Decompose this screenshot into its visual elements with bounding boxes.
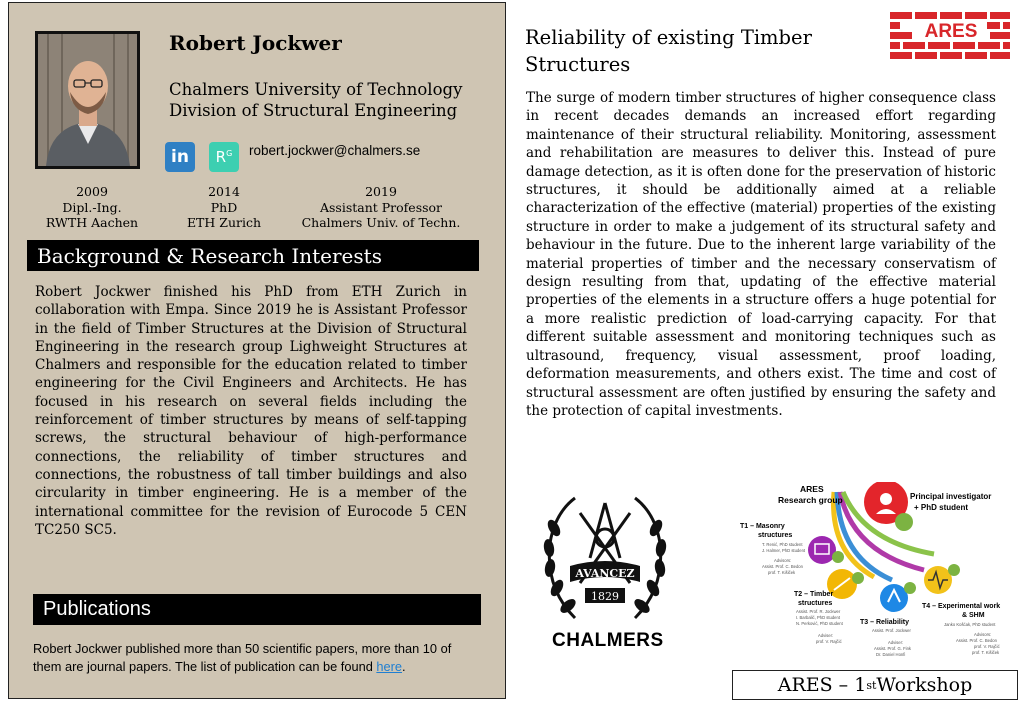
chalmers-wordmark: CHALMERS [552,630,664,651]
t1-title: T1 – Masonry [740,523,785,530]
group-title: ARES [800,484,824,494]
svg-text:Janko Košćak, PhD student: Janko Košćak, PhD student [944,622,996,627]
masonry-icon [808,536,836,564]
svg-text:Assist. Prof. R. Jockwer: Assist. Prof. R. Jockwer [796,609,841,614]
university-name: Chalmers University of Technology [169,80,463,99]
seal-motto: AVANCEZ [575,567,635,580]
svg-text:Assist. Prof. G. Fink: Assist. Prof. G. Fink [874,646,911,651]
svg-text:I. Barbalić, PhD student: I. Barbalić, PhD student [796,615,840,620]
career-item: 2014 PhD ETH Zurich [186,184,262,230]
profile-photo [35,31,140,169]
email-address[interactable]: robert.jockwer@chalmers.se [249,143,421,158]
svg-text:prof. V. Rajčić: prof. V. Rajčić [974,644,1000,649]
svg-text:J. Halmer, PhD student: J. Halmer, PhD student [762,548,806,553]
svg-text:structures: structures [798,600,833,607]
t4-title: T4 – Experimental work [922,603,1001,610]
ares-research-group-diagram [734,482,1018,666]
svg-text:N. Perković, PhD student: N. Perković, PhD student [796,621,843,626]
svg-text:prof. T. Kišiček: prof. T. Kišiček [972,650,1000,655]
t2-title: T2 – Timber [794,591,834,598]
career-item: 2009 Dipl.-Ing. RWTH Aachen [45,184,139,230]
svg-text:Adviser:: Adviser: [888,640,904,645]
svg-text:T. Renić, PhD student: T. Renić, PhD student [762,542,803,547]
pi-label: Principal investigator [910,492,992,501]
svg-text:+ PhD student: + PhD student [914,503,969,512]
affiliation [169,79,462,121]
ares-logo-text: ARES [924,21,978,42]
talk-title: Reliability of existing Timber Structures [525,26,812,76]
chalmers-seal [540,488,670,628]
linkedin-icon[interactable]: in [165,142,195,172]
seal-year: 1829 [591,590,619,603]
publications-heading: Publications [33,594,481,625]
researchgate-icon[interactable]: R $^G$ [209,142,239,172]
career-item: 2019 Assistant Professor Chalmers Univ. of Techn. [301,184,461,230]
svg-text:& SHM: & SHM [962,612,985,619]
svg-text:Assist. Prof. C. Bedon: Assist. Prof. C. Bedon [762,564,803,569]
publications-link[interactable]: here [376,659,402,674]
person-name: Robert Jockwer [169,31,342,55]
abstract-text: The surge of modern timber structures of higher consequence class in recent decades demands an increased effort regarding maintenance of their structural reliability. Monitoring, assessment and rehabilitation are measures to deliver this. Instead of pure damage detection, as it is often done for the preservation of historic structures, it should be additionally aimed at a reliable characterization of the effective (material) properties of the existing structure in order to make a judgement of its structural safety and behaviour in the future. Due to the inherent large variability of the material properties of timber and the necessary conservatism of design resulting from that, updating of the effective material properties of the elements in a structure offers a huge potential for a more realistic prediction of load-carrying capacity. For that different suitable assessment and monitoring techniques such as ultrasound, frequency, visual assessment, proof loading, deformation measurements, and others exist. The time and cost of structural assessment are often justified by ensuring the safety and the protection of capital investments. [526,90,996,419]
svg-text:prof. T. Kišiček: prof. T. Kišiček [768,570,796,575]
svg-text:Research group: Research group [778,495,843,505]
ares-logo [890,12,1010,64]
svg-text:Advisors:: Advisors: [774,558,792,563]
background-heading: Background & Research Interests [27,240,479,271]
workshop-label: ARES – 1 st Workshop [732,670,1018,700]
svg-text:prof. V. Rajčić: prof. V. Rajčić [816,639,842,644]
svg-text:Assist. Prof. Jockwer: Assist. Prof. Jockwer [872,628,911,633]
t3-title: T3 – Reliability [860,619,910,626]
svg-text:Adviser:: Adviser: [818,633,834,638]
svg-text:Assist. Prof. C. Bedon: Assist. Prof. C. Bedon [956,638,997,643]
svg-text:Advisors:: Advisors: [974,632,992,637]
division-name: Division of Structural Engineering [169,101,458,120]
svg-text:Dr. Daniel Honfi: Dr. Daniel Honfi [876,652,906,657]
profile-panel [8,2,506,699]
bio-text: Robert Jockwer finished his PhD from ETH Zurich in collaboration with Empa. Since 2019 he is Assistant Professor in the field of Timber Structures at the Division of Structural Engineering in the research group Lighweight Structures at Chalmers and responsible for the education related to timber engineering for the Civil Engineers and Architects. He has focused in his research on several fields including the reinforcement of timber structures by means of self-tapping screws, the structural behaviour of high-performance connections, the reliability of timber structures and connections, the robustness of tall timber buildings and also circularity in timber engineering. He is a member of the international committee for the revision of Eurocode 5 CEN TC250 SC5. [35,284,467,538]
publications-text: Robert Jockwer published more than 50 scientific papers, more than 10 of them are journal papers. The list of publication can be found here. [33,641,452,674]
svg-text:structures: structures [758,532,793,539]
